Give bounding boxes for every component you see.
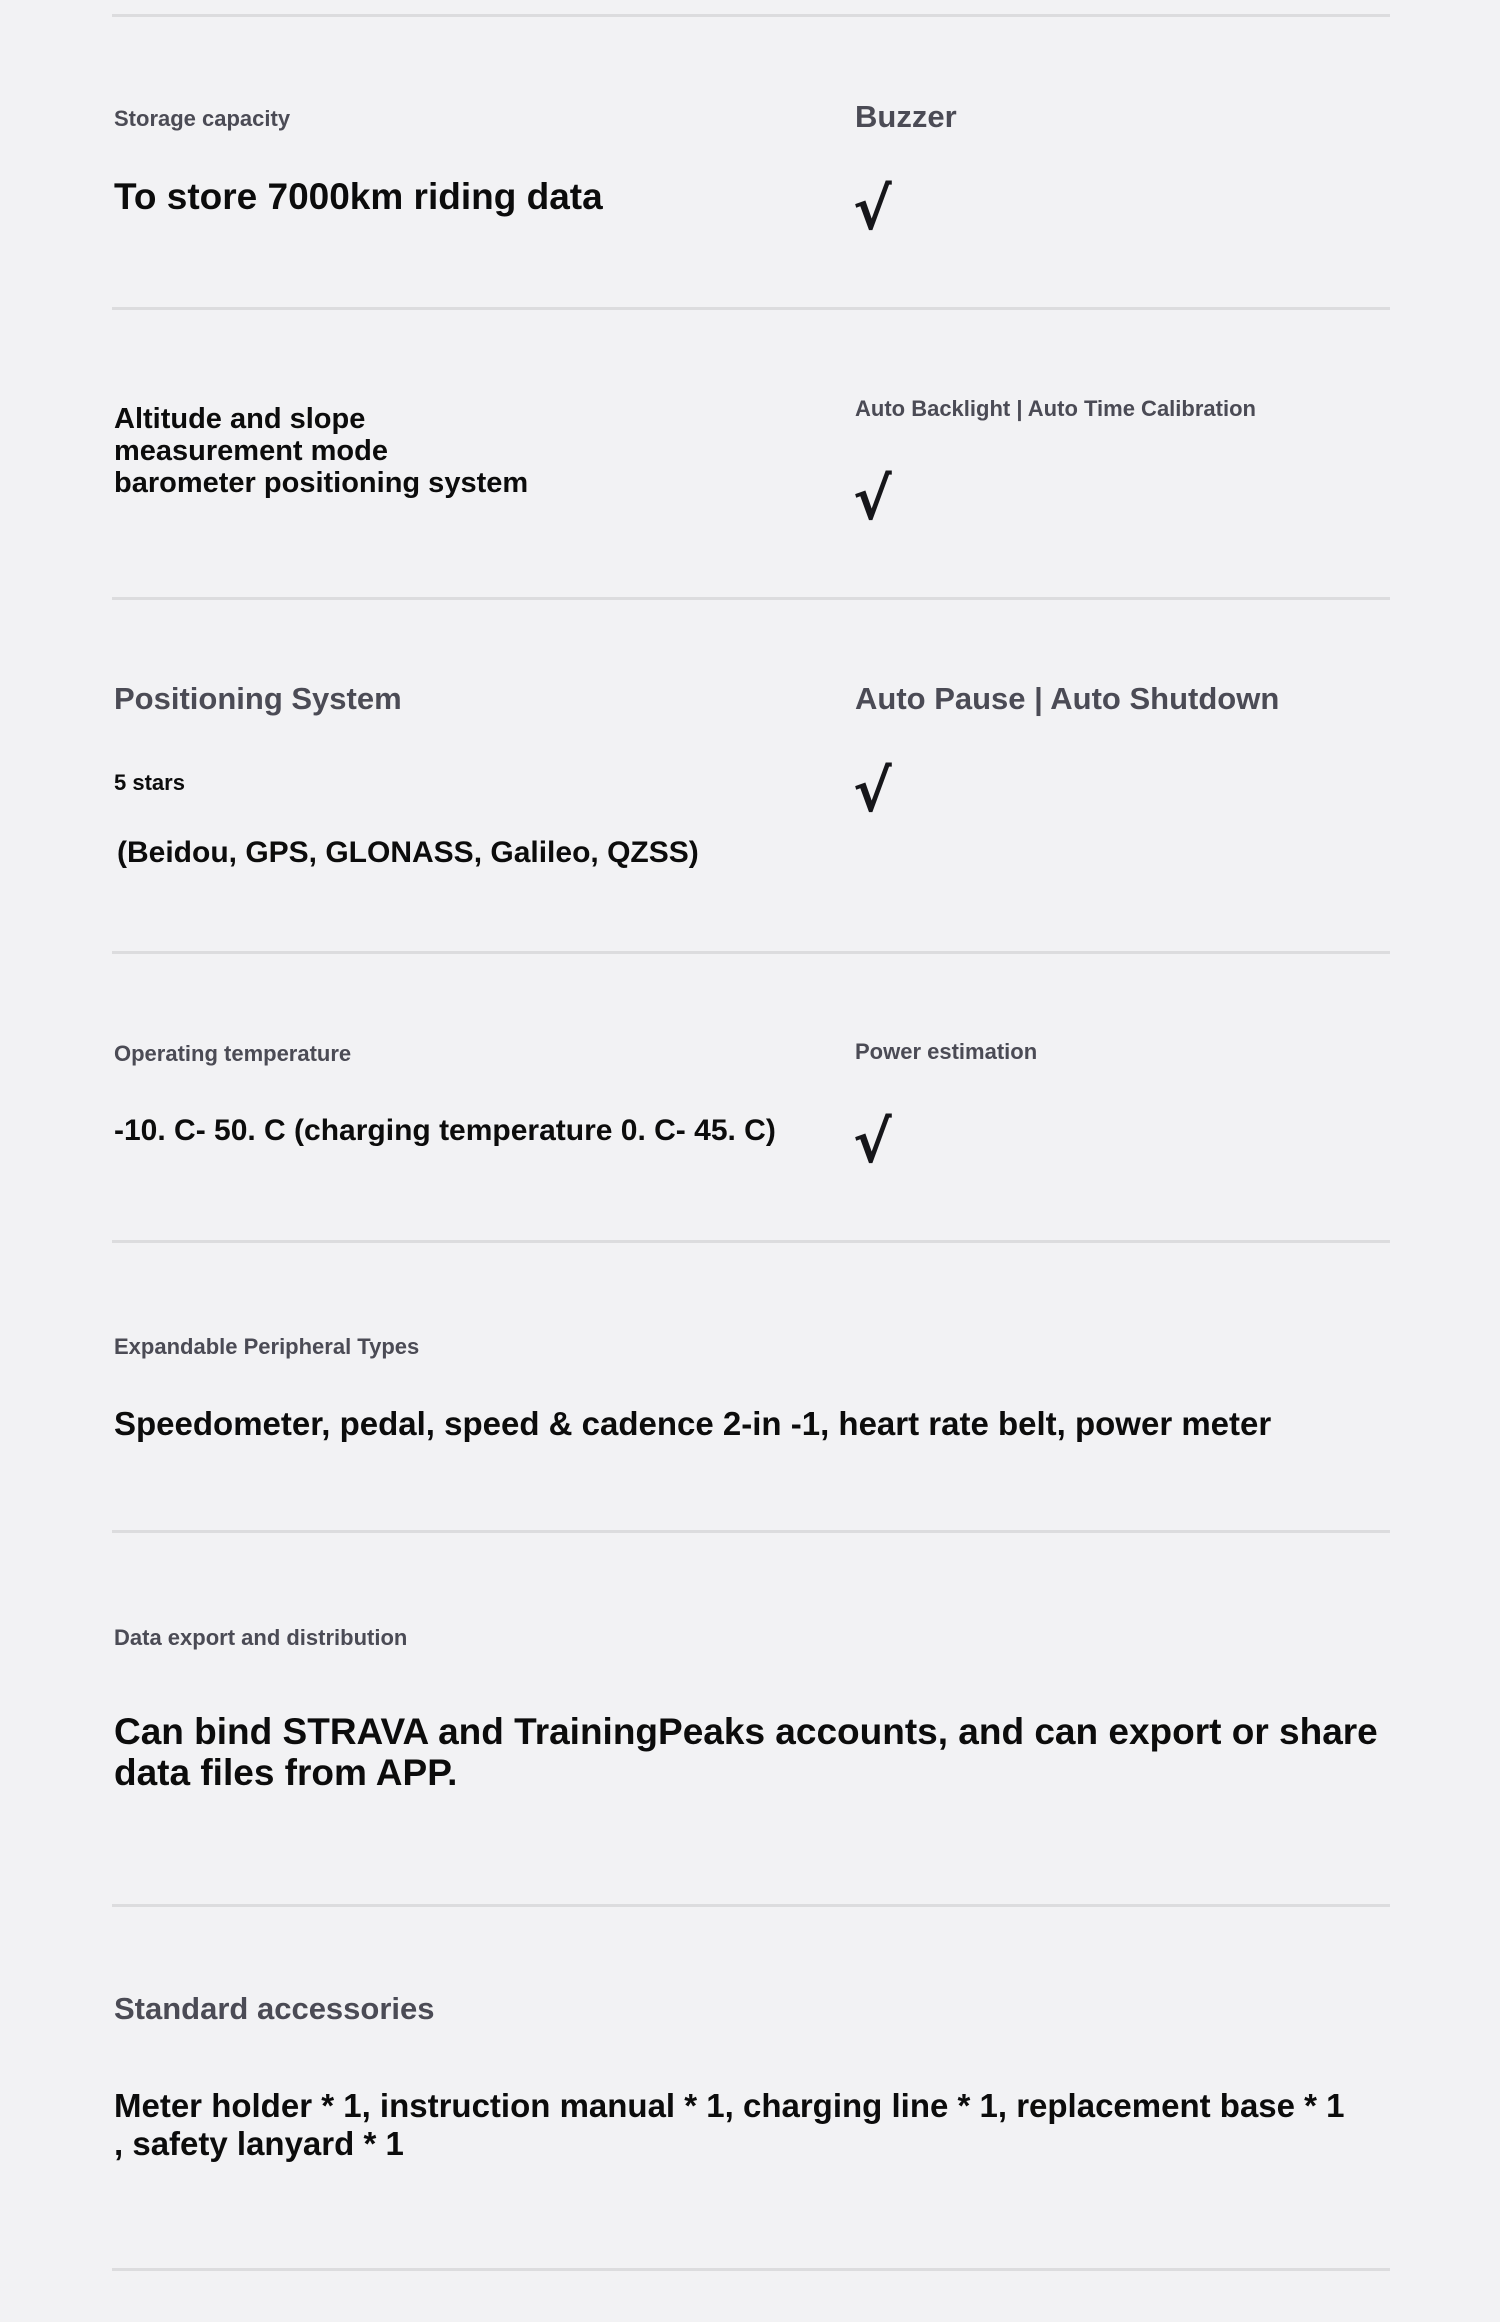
accessories-line-2: , safety lanyard * 1: [114, 2125, 404, 2162]
operating-temperature-label: Operating temperature: [114, 1041, 352, 1066]
divider: [112, 597, 1390, 600]
data-export-line-1: Can bind STRAVA and TrainingPeaks accounts, and can export or share: [114, 1711, 1378, 1752]
buzzer-check-icon: √: [853, 175, 892, 243]
altitude-line-3: barometer positioning system: [114, 467, 529, 499]
auto-backlight-label: Auto Backlight | Auto Time Calibration: [855, 396, 1256, 421]
power-estimation-label: Power estimation: [855, 1039, 1038, 1064]
divider: [112, 1904, 1390, 1907]
altitude-line-2: measurement mode: [114, 435, 388, 467]
auto-backlight-check-icon: √: [853, 465, 892, 533]
standard-accessories-label: Standard accessories: [114, 1991, 435, 2026]
buzzer-label: Buzzer: [855, 99, 957, 134]
peripheral-types-value: Speedometer, pedal, speed & cadence 2-in -1, heart rate belt, power meter: [114, 1405, 1272, 1442]
auto-pause-check-icon: √: [853, 757, 892, 825]
operating-temperature-value: -10. C- 50. C (charging temperature 0. C- 45. C): [114, 1114, 776, 1147]
divider: [112, 951, 1390, 954]
positioning-system-label: Positioning System: [114, 681, 402, 716]
divider: [112, 2268, 1390, 2271]
divider: [112, 1240, 1390, 1243]
positioning-stars: 5 stars: [114, 770, 185, 795]
storage-capacity-label: Storage capacity: [114, 106, 291, 131]
divider: [112, 307, 1390, 310]
accessories-line-1: Meter holder * 1, instruction manual * 1, charging line * 1, replacement base * 1: [114, 2087, 1345, 2124]
auto-pause-label: Auto Pause | Auto Shutdown: [855, 681, 1280, 716]
positioning-systems-list: (Beidou, GPS, GLONASS, Galileo, QZSS): [117, 836, 699, 869]
divider: [112, 14, 1390, 17]
power-estimation-check-icon: √: [853, 1108, 892, 1176]
data-export-line-2: data files from APP.: [114, 1752, 458, 1793]
storage-capacity-value: To store 7000km riding data: [114, 176, 603, 217]
data-export-label: Data export and distribution: [114, 1625, 408, 1650]
peripheral-types-label: Expandable Peripheral Types: [114, 1334, 420, 1359]
altitude-line-1: Altitude and slope: [114, 403, 366, 435]
divider: [112, 1530, 1390, 1533]
